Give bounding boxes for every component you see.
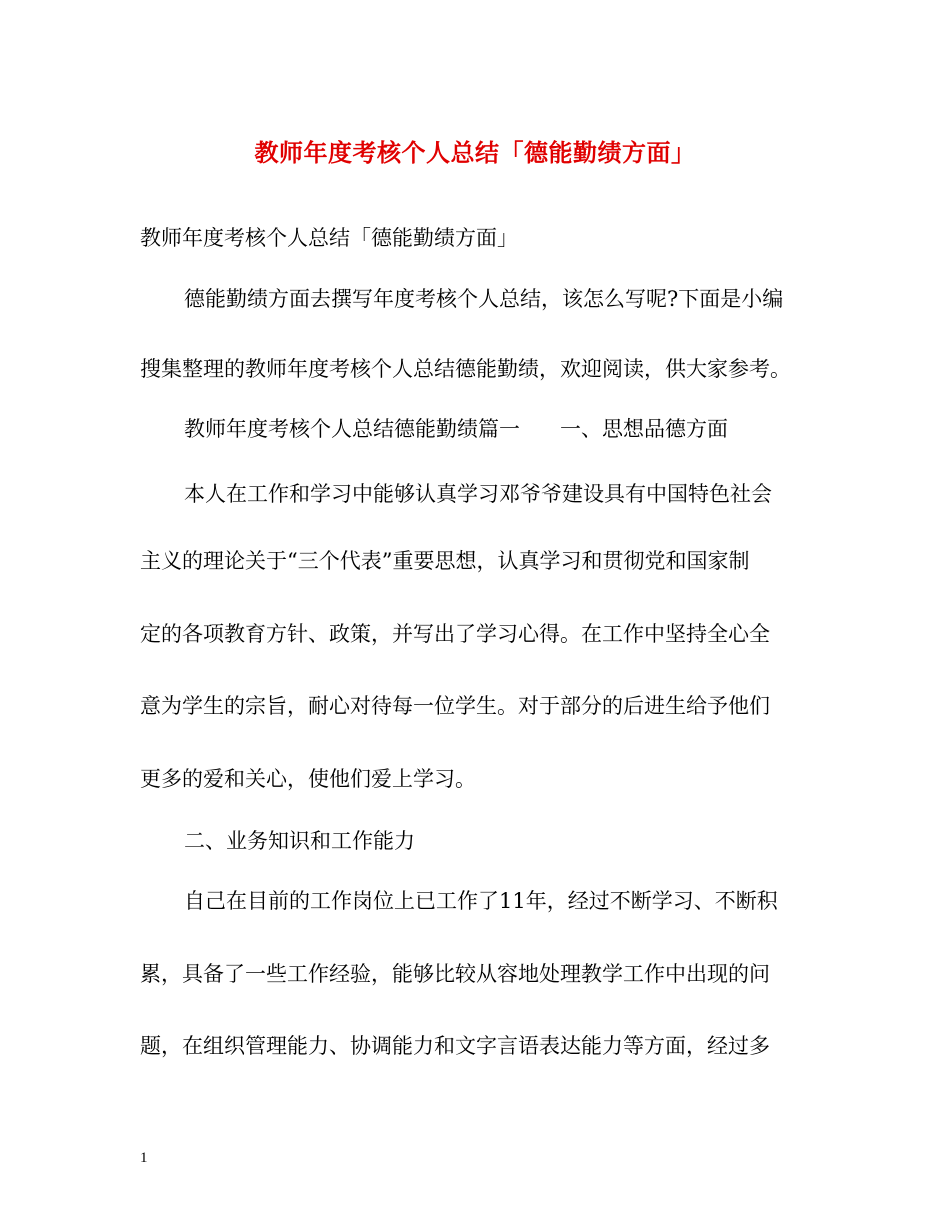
paragraph-line: 德能勤绩方面去撰写年度考核个人总结，该怎么写呢?下面是小编 [184, 287, 784, 311]
subtitle-line: 教师年度考核个人总结「德能勤绩方面」 [140, 226, 518, 250]
paragraph-line: 本人在工作和学习中能够认真学习邓爷爷建设具有中国特色社会 [184, 482, 772, 506]
paragraph-line: 累，具备了一些工作经验，能够比较从容地处理教学工作中出现的问 [140, 962, 770, 986]
paragraph-line: 主义的理论关于“三个代表”重要思想，认真学习和贯彻党和国家制 [140, 549, 750, 573]
section-heading-line [184, 415, 728, 443]
section-heading: 一、思想品德方面 [560, 417, 728, 441]
paragraph-line: 搜集整理的教师年度考核个人总结德能勤绩，欢迎阅读，供大家参考。 [140, 357, 791, 381]
paragraph-line: 题，在组织管理能力、协调能力和文字言语表达能力等方面，经过多 [140, 1034, 770, 1058]
paragraph-line: 意为学生的宗旨，耐心对待每一位学生。对于部分的后进生给予他们 [140, 694, 770, 718]
document-title: 教师年度考核个人总结「德能勤绩方面」 [254, 138, 696, 167]
paragraph-line: 定的各项教育方针、政策，并写出了学习心得。在工作中坚持全心全 [140, 622, 770, 646]
paragraph-line: 自己在目前的工作岗位上已工作了11年，经过不断学习、不断积 [184, 889, 778, 913]
page-number: 1 [140, 1150, 148, 1166]
article-heading: 教师年度考核个人总结德能勤绩篇一 [184, 417, 520, 441]
section-heading: 二、业务知识和工作能力 [184, 829, 415, 853]
paragraph-line: 更多的爱和关心，使他们爱上学习。 [140, 767, 476, 791]
